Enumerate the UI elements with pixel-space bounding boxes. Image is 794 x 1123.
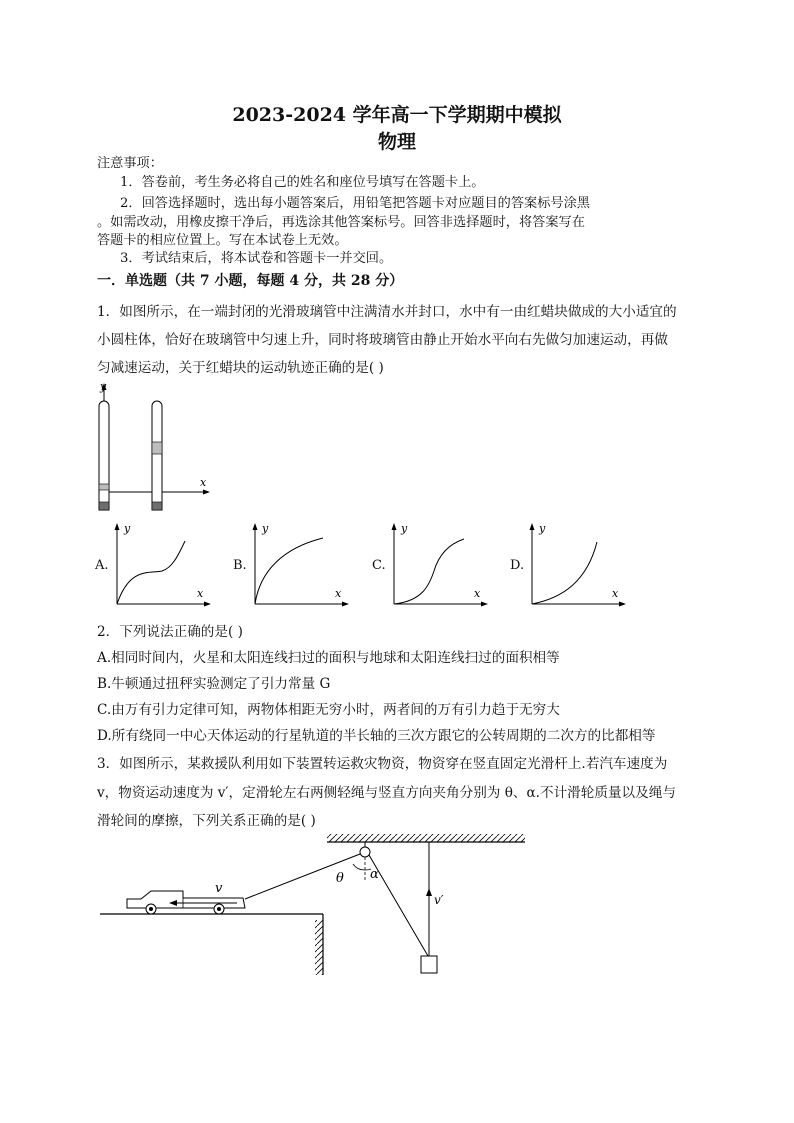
y-axis-arrow: [253, 523, 258, 530]
q2-option-d: D.所有绕同一中心天体运动的行星轨道的半长轴的三次方跟它的公转周期的二次方的比都相等: [97, 728, 656, 744]
angle-theta-label: θ: [336, 871, 344, 886]
graph-y-label: y: [401, 522, 408, 535]
q1-option-graph: [520, 520, 630, 610]
q2-option-b: B.牛顿通过扭秤实验测定了引力常量 G: [97, 676, 331, 692]
x-axis-arrow: [481, 602, 488, 607]
x-axis-arrow: [342, 602, 349, 607]
angle-alpha-label: α: [370, 867, 379, 882]
trajectory-curve: [255, 538, 323, 604]
q1-option-graph: [382, 520, 492, 610]
x-axis-arrow: [619, 602, 626, 607]
x-axis-arrow: [204, 602, 211, 607]
ceiling-hatch: [327, 834, 525, 842]
page-title: 2023-2024 学年高一下学期期中模拟: [232, 104, 562, 126]
graph-x-label: x: [197, 587, 204, 600]
q2-stem: 2．下列说法正确的是( ): [97, 624, 243, 640]
tube-axis-y-label: y: [100, 380, 107, 393]
velocity-arrow-up: [426, 888, 432, 896]
q2-option-c: C.由万有引力定律可知，两物体相距无穷小时，两者间的万有引力趋于无穷大: [97, 702, 560, 718]
tube-cap-right: [152, 502, 162, 510]
q1-option-graph: [243, 520, 353, 610]
graph-y-label: y: [539, 522, 546, 535]
graph-x-label: x: [474, 587, 481, 600]
q3-pulley-figure: [95, 830, 535, 980]
graph-x-label: x: [612, 587, 619, 600]
q1-option-label: B.: [233, 558, 247, 573]
pulley: [360, 847, 370, 857]
q1-option-label: A.: [95, 558, 109, 573]
q1-option-label: C.: [372, 558, 386, 573]
rope-right: [369, 855, 428, 956]
notice-item-1: 1．答卷前，考生务必将自己的姓名和座位号填写在答题卡上。: [120, 175, 485, 190]
q3-stem-line3: 滑轮间的摩擦，下列关系正确的是( ): [97, 813, 316, 829]
notice-heading: 注意事项：: [97, 156, 163, 171]
graph-y-label: y: [124, 522, 131, 535]
graph-y-label: y: [262, 522, 269, 535]
q1-stem-line1: 1．如图所示，在一端封闭的光滑玻璃管中注满清水并封口，水中有一由红蜡块做成的大小适宜的: [97, 304, 677, 320]
notice-item-3: 3．考试结束后，将本试卷和答题卡一并交回。: [120, 251, 393, 266]
trajectory-curve: [117, 541, 185, 604]
trajectory-curve: [394, 539, 464, 604]
wax-block-right: [152, 442, 162, 454]
q2-option-a: A.相同时间内，火星和太阳连线扫过的面积与地球和太阳连线扫过的面积相等: [97, 650, 560, 666]
graph-x-label: x: [335, 587, 342, 600]
q1-option-label: D.: [510, 558, 525, 573]
cargo-box: [421, 956, 437, 973]
q3-stem-line1: 3．如图所示，某救援队利用如下装置转运救灾物资，物资穿在竖直固定光滑杆上.若汽车速度为: [97, 756, 668, 772]
glass-tube-right: [152, 401, 162, 510]
q1-stem-line2: 小圆柱体，恰好在玻璃管中匀速上升，同时将玻璃管由静止开始水平向右先做匀加速运动，再做: [97, 332, 668, 348]
wax-block-left: [99, 484, 109, 490]
q1-stem-line3: 匀减速运动，关于红蜡块的运动轨迹正确的是( ): [97, 360, 384, 376]
glass-tube-left: [99, 401, 109, 510]
notice-item-2-line2: 。如需改动，用橡皮擦干净后，再选涂其他答案标号。回答非选择题时，将答案写在: [97, 215, 585, 230]
trajectory-curve: [532, 542, 597, 604]
tube-axis-x-label: x: [200, 476, 207, 489]
cliff-hatch: [315, 920, 323, 975]
subject-title: 物理: [377, 131, 416, 153]
notice-item-2-line3: 答题卡的相应位置上。写在本试卷上无效。: [97, 233, 348, 248]
notice-item-2-line1: 2．回答选择题时，选出每小题答案后，用铅笔把答题卡对应题目的答案标号涂黑: [120, 196, 590, 211]
section-heading: 一．单选题（共 7 小题，每题 4 分，共 28 分）: [97, 273, 404, 289]
q3-stem-line2: v，物资运动速度为 v′，定滑轮左右两侧轻绳与竖直方向夹角分别为 θ、α.不计滑轮质量以及绳与: [97, 785, 676, 801]
velocity-vprime-label: v′: [434, 893, 444, 907]
y-axis-arrow: [115, 523, 120, 530]
q1-tube-figure: [92, 380, 222, 515]
y-axis-arrow: [530, 523, 535, 530]
velocity-v-label: v: [215, 881, 223, 896]
tube-cap-left: [99, 502, 109, 510]
q1-option-graph: [105, 520, 215, 610]
y-axis-arrow: [392, 523, 397, 530]
